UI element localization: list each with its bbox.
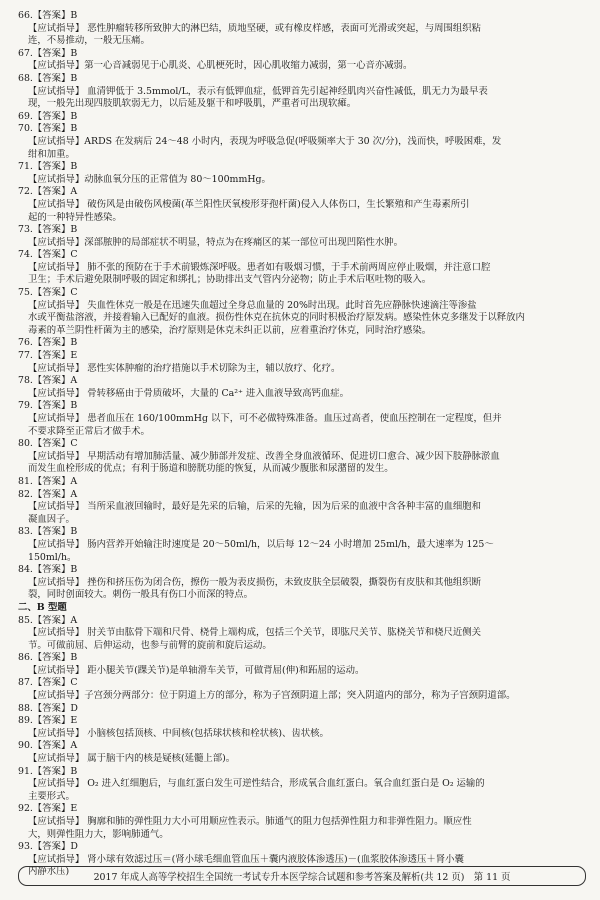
text-line: 86.【答案】B [18, 652, 78, 664]
text-line: 【应试指导】 小脑核包括顶核、中间核(包括球状核和栓状核)、齿状核。 [28, 727, 329, 739]
text-line: 84.【答案】B [18, 564, 78, 576]
text-line: 【应试指导】 属于脑干内的核是疑核(延髓上部)。 [28, 753, 236, 765]
text-line: 83.【答案】B [18, 526, 78, 538]
text-line: 【应试指导】 破伤风是由破伤风梭菌(革兰阳性厌氧梭形芽孢杆菌)侵入人体伤口，生长繁殖和产生毒素所引 [28, 198, 470, 210]
text-line: 【应试指导】ARDS 在发病后 24～48 小时内，表现为呼吸急促(呼吸频率大于 30 次/分)，浅而快，呼吸困难，发 [28, 135, 502, 147]
answer-explanations [18, 10, 586, 879]
text-line: 82.【答案】A [18, 488, 78, 500]
text-line: 78.【答案】A [18, 375, 78, 387]
text-line: 【应试指导】 距小腿关节(踝关节)是单轴滑车关节，可做背屈(伸)和跖屈的运动。 [28, 664, 365, 676]
text-line: 【应试指导】 肺不张的预防在于手术前锻炼深呼吸。患者如有吸烟习惯，于手术前两周应停止吸烟，并注意口腔 [28, 261, 491, 273]
text-line: 而发生血栓形成的优点；有利于肠道和膀胱功能的恢复，从而减少腹胀和尿潴留的发生。 [28, 463, 394, 475]
text-line: 大，则弹性阻力大，影响肺通气。 [28, 828, 169, 840]
text-line: 89.【答案】E [18, 715, 78, 727]
text-line: 【应试指导】 患者血压在 160/100mmHg 以下，可不必做特殊准备。血压过高者，使血压控制在一定程度，但并 [28, 413, 502, 424]
text-line: 【应试指导】深部脓肿的局部症状不明显，特点为在疼痛区的某一部位可出现凹陷性水肿。 [28, 236, 404, 248]
text-line: 79.【答案】B [18, 400, 78, 412]
text-line: 73.【答案】B [18, 224, 78, 236]
text-line: 连，不易推动，一般无压痛。 [28, 35, 150, 47]
text-line: 【应试指导】 骨转移癌由于骨质破坏，大量的 Ca²⁺ 进入血液导致高钙血症。 [28, 387, 350, 399]
text-line: 71.【答案】B [18, 161, 78, 173]
text-line: 节。可做前屈、后伸运动，也参与前臂的旋前和旋后运动。 [28, 639, 272, 651]
text-line: 【应试指导】第一心音减弱见于心肌炎、心肌梗死时，因心肌收缩力减弱，第一心音亦减弱。 [28, 60, 413, 72]
text-line: 70.【答案】B [18, 123, 78, 135]
text-line: 【应试指导】子宫颈分两部分：位于阴道上方的部分，称为子宫颈阴道上部；突入阴道内的部分，称为子宫颈阴道部。 [28, 690, 516, 702]
text-line: 主要形式。 [28, 790, 75, 802]
text-line: 69.【答案】B [18, 110, 78, 122]
text-line: 81.【答案】A [18, 475, 78, 487]
text-line: 85.【答案】A [18, 614, 78, 626]
text-line: 【应试指导】 肘关节由肱骨下端和尺骨、桡骨上端构成，包括三个关节，即肱尺关节、肱桡关节和桡尺近侧关 [28, 627, 481, 639]
text-line: 75.【答案】C [18, 287, 78, 299]
text-line: 93.【答案】D [18, 841, 78, 853]
text-line: 绀和加重。 [28, 148, 75, 160]
text-line: 【应试指导】 O₂ 进入红细胞后，与血红蛋白发生可逆性结合，形成氧合血红蛋白。氧合血红蛋白是 O₂ 运输的 [28, 778, 485, 790]
text-line: 【应试指导】 恶性肿瘤转移所致肿大的淋巴结，质地坚硬，或有橡皮样感，表面可光滑或突起，与周围组织粘 [28, 22, 481, 34]
text-line: 67.【答案】B [18, 47, 78, 59]
text-line: 88.【答案】D [18, 702, 78, 714]
text-line: 74.【答案】C [18, 249, 78, 261]
text-line: 66.【答案】B [18, 10, 78, 21]
text-line: 68.【答案】B [18, 72, 78, 84]
page-footer: 2017 年成人高等学校招生全国统一考试专升本医学综合试题和参考答案及解析(共 12 页) 第 11 页 [18, 866, 586, 886]
text-line: 72.【答案】A [18, 186, 78, 198]
section-heading: 二、B 型题 [18, 601, 67, 613]
text-line: 毒素的革兰阴性杆菌为主的感染，治疗原则是休克未纠正以前，应着重治疗休克，同时治疗感染。 [28, 324, 432, 336]
text-line: 90.【答案】A [18, 740, 78, 752]
text-line: 【应试指导】 早期活动有增加肺活量、减少肺部并发症、改善全身血液循环、促进切口愈合、减少因下肢静脉淤血 [28, 450, 500, 462]
text-line: 91.【答案】B [18, 765, 78, 777]
text-line: 80.【答案】C [18, 438, 78, 450]
text-line: 【应试指导】 肾小球有效滤过压＝(肾小球毛细血管血压＋囊内液胶体渗透压)－(血浆胶体渗透压＋肾小囊 [28, 853, 464, 865]
text-line: 【应试指导】 血清钾低于 3.5mmol/L，表示有低钾血症，低钾首先引起神经肌肉兴奋性减低，肌无力为最早表 [28, 85, 488, 97]
text-line: 现，一般先出现四肢肌软弱无力，以后延及躯干和呼吸肌，严重者可出现软瘫。 [28, 98, 357, 110]
text-line: 不要求降至正常后才做手术。 [28, 425, 150, 437]
text-line: 卫生；手术后避免限制呼吸的固定和绑扎；协助排出支气管内分泌物；防止手术后呕吐物的吸入。 [28, 274, 432, 286]
text-line: 92.【答案】E [18, 803, 78, 815]
text-line: 内静水压) [28, 866, 70, 878]
text-line: 77.【答案】E [18, 350, 78, 362]
text-line: 【应试指导】 肠内营养开始输注时速度是 20～50ml/h，以后每 12～24 小时增加 25ml/h，最大速率为 125～ [28, 538, 494, 550]
text-line: 凝血因子。 [28, 513, 75, 525]
text-line: 起的一种特异性感染。 [28, 211, 122, 223]
text-line: 水或平衡盐溶液，并接着输入已配好的血液。损伤性休克在抗休克的同时积极治疗原发病。感染性休克多继发于以释放内 [28, 312, 525, 324]
text-line: 【应试指导】 挫伤和挤压伤为闭合伤，擦伤一般为表皮损伤，未致皮肤全层破裂，撕裂伤有皮肤和其他组织断 [28, 576, 481, 588]
text-line: 【应试指导】动脉血氧分压的正常值为 80～100mmHg。 [28, 173, 271, 185]
text-line: 裂，同时创面较大。刺伤一般具有伤口小而深的特点。 [28, 589, 254, 601]
text-line: 87.【答案】C [18, 677, 78, 689]
text-line: 【应试指导】 恶性实体肿瘤的治疗措施以手术切除为主，辅以放疗、化疗。 [28, 362, 341, 374]
text-line: 【应试指导】 当所采血液回输时，最好是先采的后输，后采的先输，因为后采的血液中含各种丰富的血细胞和 [28, 501, 481, 513]
text-line: 【应试指导】 失血性休克一般是在迅速失血超过全身总血量的 20%时出现。此时首先应静脉快速滴注等渗盐 [28, 299, 477, 311]
text-line: 【应试指导】 胸廓和肺的弹性阻力大小可用顺应性表示。肺通气的阻力包括弹性阻力和非弹性阻力。顺应性 [28, 816, 472, 827]
text-line: 76.【答案】B [18, 337, 78, 349]
text-line: 150ml/h。 [28, 551, 77, 563]
